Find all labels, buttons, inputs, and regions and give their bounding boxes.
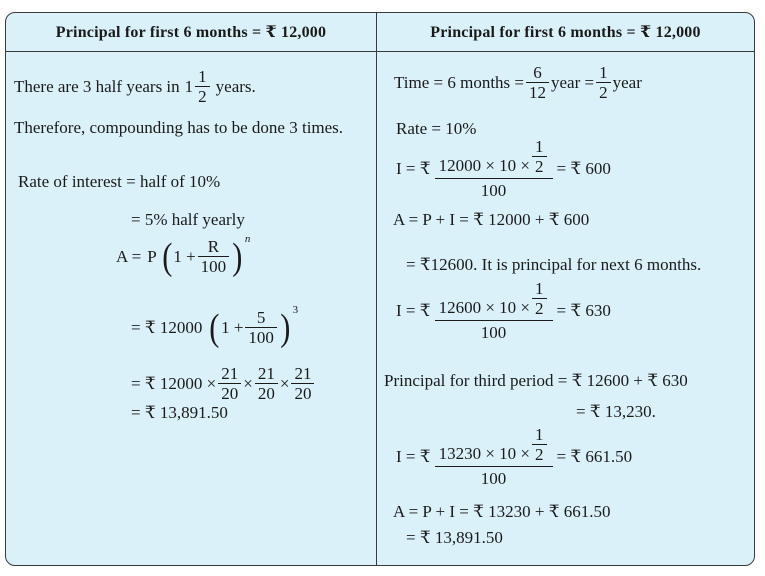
column-divider bbox=[376, 13, 377, 565]
fraction: 13230 × 10 × $\frac{1}{2}$ 100 bbox=[435, 425, 553, 489]
half-years-line: There are 3 half years in 1 1 2 years. bbox=[14, 67, 256, 106]
compounding-line: Therefore, compounding has to be done 3 times. bbox=[14, 118, 344, 137]
rate-line: Rate = 10% bbox=[396, 119, 477, 138]
principal-next-line: = ₹12600. It is principal for next 6 months. bbox=[406, 255, 702, 274]
final-amount-left: = ₹ 13,891.50 bbox=[131, 403, 228, 422]
interest-first-period: I = ₹ 12000 × 10 × $\frac{1}{2}$ 100 = ₹ 600 bbox=[396, 137, 611, 200]
product-line: = ₹ 12000 × $\frac{21}{20}$ × $\frac{21}{20}$ × $\frac{21}{20}$ bbox=[131, 364, 316, 403]
fraction: 12600 × 10 × $\frac{1}{2}$ 100 bbox=[435, 279, 553, 343]
fraction: $\frac{21}{20}$ bbox=[255, 364, 278, 403]
principal-third-value: = ₹ 13,230. bbox=[576, 402, 656, 421]
interest-second-period: I = ₹ 12600 × 10 × $\frac{1}{2}$ 100 = ₹ 630 bbox=[396, 279, 611, 342]
fraction: $\frac{R}{100}$ bbox=[198, 237, 230, 276]
fraction: $\frac{5}{100}$ bbox=[245, 308, 277, 347]
fraction: 1 2 bbox=[195, 67, 210, 106]
compound-formula: A = P ( 1 + $\frac{R}{100}$ ) n bbox=[116, 233, 251, 278]
rate-of-interest-line: Rate of interest = half of 10% bbox=[18, 172, 221, 191]
fraction: 12000 × 10 × $\frac{1}{2}$ 100 bbox=[435, 137, 553, 201]
left-column-header: Principal for first 6 months = ₹ 12,000 bbox=[55, 24, 327, 41]
fraction: $\frac{21}{20}$ bbox=[291, 364, 314, 403]
fraction: $\frac{21}{20}$ bbox=[218, 364, 241, 403]
solution-table bbox=[5, 12, 755, 566]
final-amount-right: = ₹ 13,891.50 bbox=[406, 528, 503, 547]
time-line: Time = 6 months = $\frac{6}{12}$ year = $\frac{1}{2}$ year bbox=[394, 63, 642, 102]
fraction: $\frac{1}{2}$ bbox=[596, 63, 611, 102]
principal-third-period: Principal for third period = ₹ 12600 + ₹ 630 bbox=[384, 371, 688, 390]
half-yearly-rate-line: = 5% half yearly bbox=[131, 210, 245, 229]
amount-final-period: A = P + I = ₹ 13230 + ₹ 661.50 bbox=[393, 502, 611, 521]
fraction: $\frac{6}{12}$ bbox=[526, 63, 549, 102]
interest-third-period: I = ₹ 13230 × 10 × $\frac{1}{2}$ 100 = ₹ 661.50 bbox=[396, 425, 633, 488]
right-column-header: Principal for first 6 months = ₹ 12,000 bbox=[430, 24, 701, 41]
amount-first-period: A = P + I = ₹ 12000 + ₹ 600 bbox=[393, 210, 590, 229]
header-divider bbox=[6, 51, 754, 52]
substitution-line: = ₹ 12000 ( 1 + $\frac{5}{100}$ ) 3 bbox=[131, 304, 299, 349]
